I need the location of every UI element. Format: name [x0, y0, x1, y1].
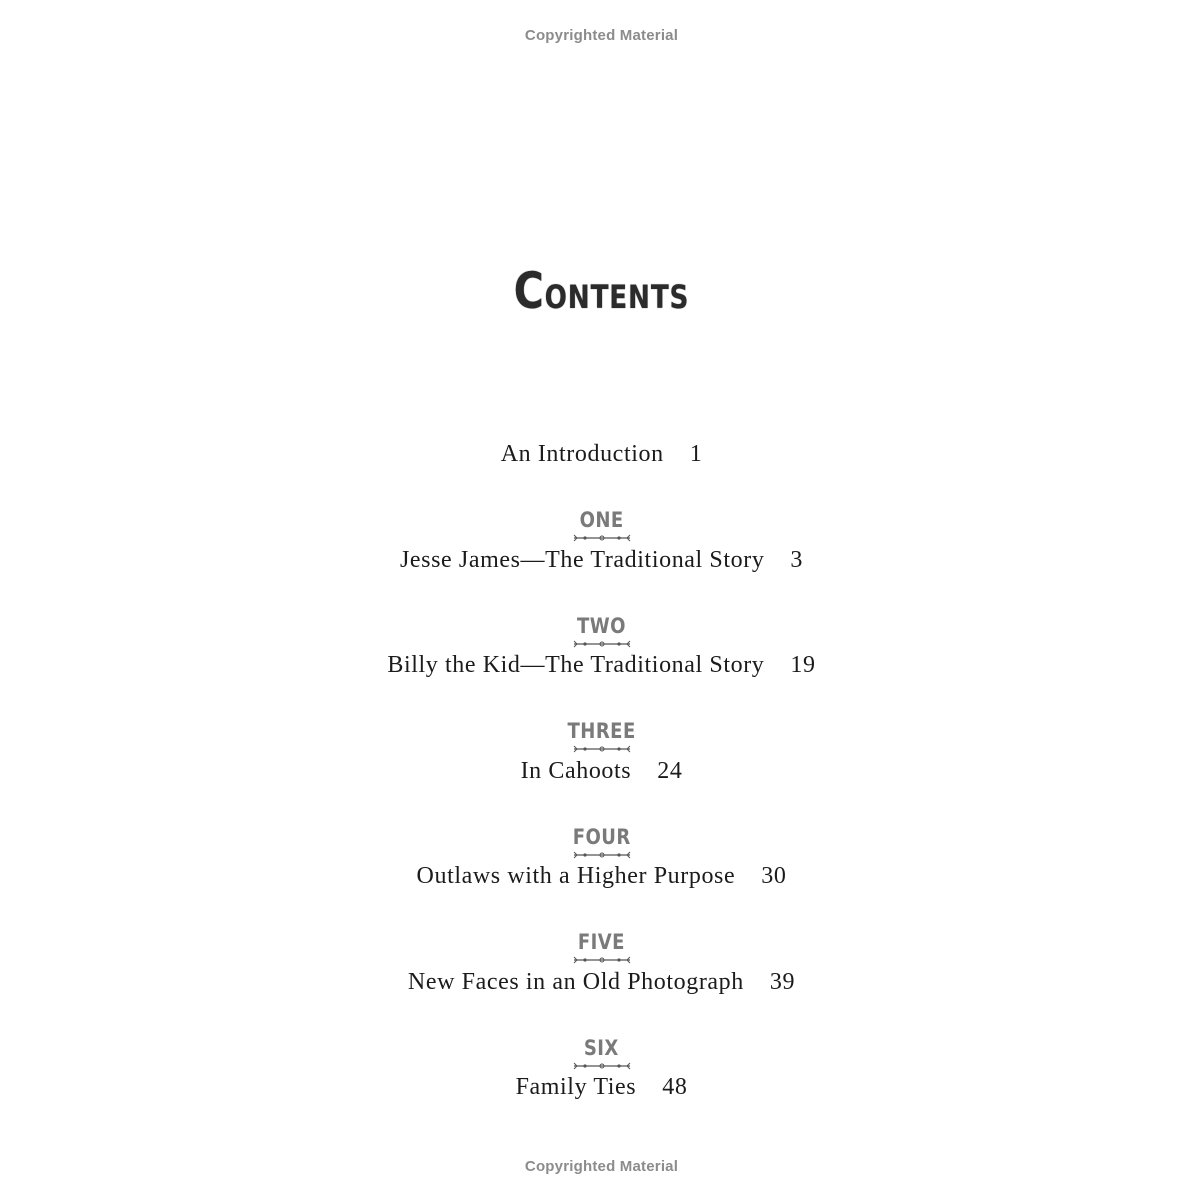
toc-entry-title: In Cahoots	[520, 758, 632, 784]
toc-entry-page: 24	[657, 758, 683, 784]
copyright-watermark-top: Copyrighted Material	[524, 27, 679, 44]
toc-entry-title: Outlaws with a Higher Purpose	[416, 863, 736, 889]
toc-entry-title: New Faces in an Old Photograph	[407, 969, 744, 995]
toc-entry-page: 30	[761, 863, 787, 889]
rope-divider-icon	[573, 745, 631, 753]
toc-entry-chapter-three[interactable]	[0, 758, 1203, 785]
chapter-heading-five	[0, 930, 1203, 964]
toc-entry-title: Family Ties	[515, 1074, 637, 1100]
rope-divider-icon	[573, 851, 631, 859]
chapter-heading-four	[0, 825, 1203, 859]
chapter-label: THREE	[567, 719, 636, 743]
toc-entry-page: 1	[689, 441, 703, 467]
page-title-initial: C	[513, 262, 545, 320]
toc-entry-page: 19	[790, 652, 816, 678]
toc-entry-page: 3	[790, 547, 804, 573]
toc-entry-title: Jesse James—The Traditional Story	[399, 547, 765, 573]
rope-divider-icon	[573, 534, 631, 542]
toc-entry-page: 48	[662, 1074, 688, 1100]
chapter-label: FIVE	[577, 930, 626, 954]
chapter-heading-three	[0, 719, 1203, 753]
toc-entry-intro[interactable]	[0, 441, 1203, 468]
toc-entry-page: 39	[769, 969, 796, 995]
toc-entry-chapter-six[interactable]	[0, 1074, 1203, 1101]
rope-divider-icon	[573, 1062, 631, 1070]
copyright-watermark-bottom: Copyrighted Material	[524, 1158, 679, 1175]
page-title	[108, 262, 1094, 320]
chapter-label: FOUR	[572, 825, 631, 849]
toc-entry-chapter-four[interactable]	[0, 863, 1203, 890]
toc-entry-title: An Introduction	[500, 441, 664, 467]
chapter-heading-two	[0, 614, 1203, 648]
toc-entry-title: Billy the Kid—The Traditional Story	[387, 652, 765, 678]
chapter-heading-six	[0, 1036, 1203, 1070]
chapter-label: SIX	[584, 1036, 619, 1060]
rope-divider-icon	[573, 640, 631, 648]
page-title-rest: ontents	[544, 265, 690, 319]
chapter-label: TWO	[577, 614, 626, 638]
chapter-label: ONE	[579, 508, 624, 532]
chapter-heading-one	[0, 508, 1203, 542]
rope-divider-icon	[573, 956, 631, 964]
toc-entry-chapter-one[interactable]	[0, 547, 1203, 574]
toc-entry-chapter-two[interactable]	[0, 652, 1203, 679]
toc-entry-chapter-five[interactable]	[0, 969, 1203, 996]
